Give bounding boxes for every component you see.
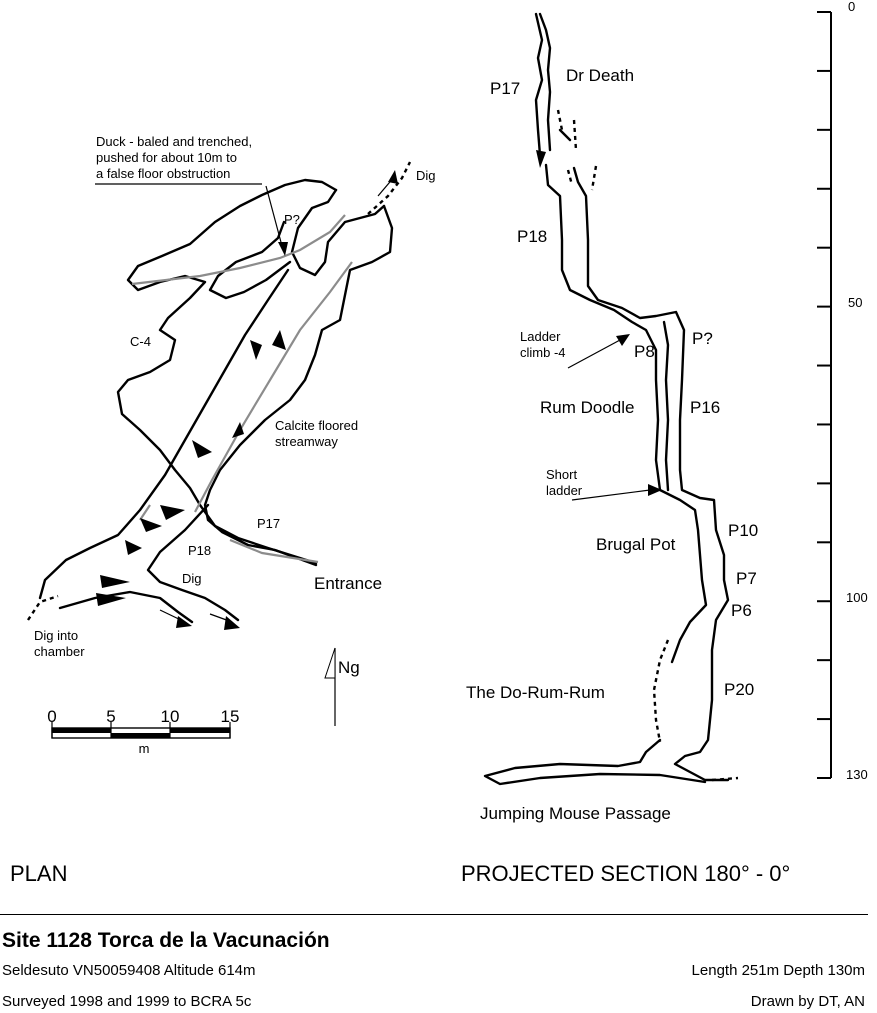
plan-entrance: Entrance (314, 574, 383, 593)
survey-location: Seldesuto VN50059408 Altitude 614m (2, 962, 256, 979)
brugal-pot-label: Brugal Pot (596, 535, 676, 554)
plan-lower-branch (60, 592, 192, 622)
plan-p-unknown: P? (284, 212, 300, 227)
plan-lower-wall (148, 505, 238, 620)
section-arrows (536, 150, 662, 500)
depth-label-100: 100 (846, 590, 868, 605)
scale-tick-0: 0 (47, 707, 57, 726)
rum-doodle-label: Rum Doodle (540, 398, 635, 417)
plan-dig-chamber-dashes (28, 596, 58, 620)
north-arrow (325, 648, 360, 726)
do-rum-rum-label: The Do-Rum-Rum (466, 683, 605, 702)
section-heading: PROJECTED SECTION 180° - 0° (461, 861, 791, 886)
duck-note-line-2: pushed for about 10m to (96, 150, 237, 165)
section-p18: P18 (517, 227, 548, 246)
section-dashes-dorum (654, 640, 668, 742)
plan-dig-top: Dig (416, 168, 436, 183)
plan-dig-top-dashes (368, 162, 410, 214)
jumping-mouse-label: Jumping Mouse Passage (480, 804, 671, 823)
section-p10: P10 (728, 521, 759, 540)
plan-c4: C-4 (130, 334, 151, 349)
section-view (461, 0, 868, 886)
depth-label-0: 0 (848, 0, 856, 14)
survey-dimensions: Length 251m Depth 130m (691, 962, 865, 979)
plan-scale-bar (47, 707, 239, 756)
plan-heading: PLAN (10, 861, 68, 886)
duck-note-line-1: Duck - baled and trenched, (96, 134, 253, 149)
plan-arrows (96, 170, 398, 630)
plan-dig-mid: Dig (182, 571, 202, 586)
section-inner-wall (664, 322, 668, 490)
scale-tick-15: 15 (220, 707, 240, 726)
scale-tick-10: 10 (160, 707, 180, 726)
short-ladder-line-1: Short (546, 467, 578, 482)
section-right-wall (540, 14, 728, 780)
footer-divider (0, 914, 868, 915)
scale-tick-5: 5 (106, 707, 116, 726)
scale-unit: m (138, 741, 150, 756)
dr-death-label: Dr Death (566, 66, 635, 85)
survey-drawn-by: Drawn by DT, AN (750, 993, 865, 1010)
section-p20: P20 (724, 680, 755, 699)
section-p16: P16 (690, 398, 721, 417)
plan-right-wall (205, 206, 392, 565)
plan-view (10, 134, 436, 886)
section-p-unknown: P? (692, 329, 713, 348)
plan-p18: P18 (188, 543, 212, 558)
calcite-line-1: Calcite floored (275, 418, 359, 433)
section-p6: P6 (731, 601, 752, 620)
depth-label-130: 130 (846, 767, 868, 782)
section-p17: P17 (490, 79, 521, 98)
dig-chamber-line-2: chamber (34, 644, 85, 659)
section-p7: P7 (736, 569, 757, 588)
depth-label-50: 50 (848, 295, 863, 310)
north-label: Ng (338, 658, 360, 677)
ladder-climb-line-2: climb -4 (520, 345, 566, 360)
survey-date: Surveyed 1998 and 1999 to BCRA 5c (2, 993, 252, 1010)
section-p8: P8 (634, 342, 655, 361)
dig-chamber-line-1: Dig into (34, 628, 79, 643)
depth-scale (817, 0, 868, 782)
short-ladder-line-2: ladder (546, 483, 583, 498)
duck-note-line-3: a false floor obstruction (96, 166, 231, 181)
survey-title: Site 1128 Torca de la Vacunación (2, 929, 330, 952)
calcite-line-2: streamway (275, 434, 338, 449)
ladder-climb-line-1: Ladder (520, 329, 561, 344)
plan-p17: P17 (257, 516, 281, 531)
